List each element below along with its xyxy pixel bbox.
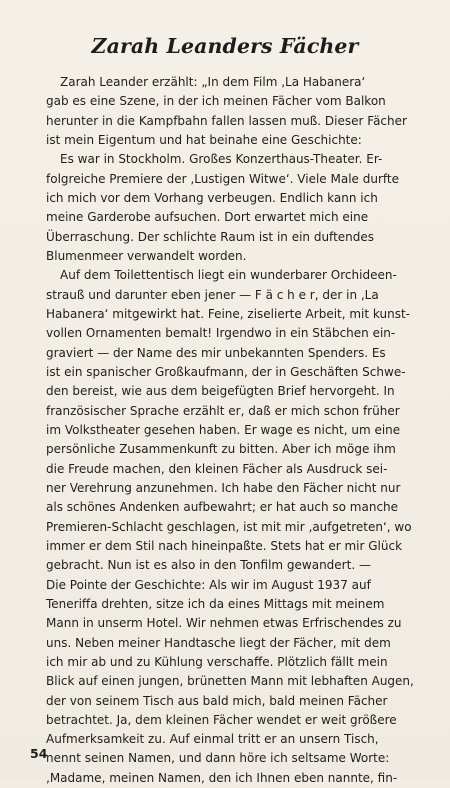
text-line: immer er dem Stil nach hineinpaßte. Stets hat er mir Glück: [46, 538, 403, 553]
text-line: Überraschung. Der schlichte Raum ist in ein duftendes: [46, 229, 375, 244]
text-line: Blumenmeer verwandelt worden.: [46, 248, 247, 263]
text-line: vollen Ornamenten bemalt! Irgendwo in ein Stäbchen ein-: [46, 326, 396, 341]
text-line: Die Pointe der Geschichte: Als wir im August 1937 auf: [46, 577, 371, 592]
text-line: gab es eine Szene, in der ich meinen Fächer vom Balkon: [46, 94, 386, 109]
text-line: ich mir ab und zu Kühlung verschaffe. Plötzlich fällt mein: [46, 654, 388, 669]
text-line: Habanera‘ mitgewirkt hat. Feine, ziselierte Arbeit, mit kunst-: [46, 306, 410, 321]
text-line: der von seinem Tisch aus bald mich, bald meinen Fächer: [46, 693, 388, 708]
text-line: strauß und darunter eben jener — F ä c h e r, der in ‚La: [46, 287, 379, 302]
text-line: die Freude machen, den kleinen Fächer als Ausdruck sei-: [46, 461, 388, 476]
text-line: herunter in die Kampfbahn fallen lassen muß. Dieser Fächer: [46, 113, 407, 128]
text-line: folgreiche Premiere der ‚Lustigen Witwe‘. Viele Male durfte: [46, 171, 399, 186]
text-line: nennt seinen Namen, und dann höre ich seltsame Worte:: [46, 751, 390, 766]
text-line: ich mich vor dem Vorhang verbeugen. Endlich kann ich: [46, 190, 378, 205]
text-line: Aufmerksamkeit zu. Auf einmal tritt er an unsern Tisch,: [46, 732, 379, 747]
text-line: den bereist, wie aus dem beigefügten Brief hervorgeht. In: [46, 384, 395, 399]
body-text: [46, 73, 418, 788]
text-line: gebracht. Nun ist es also in den Tonfilm gewandert. —: [46, 558, 371, 573]
page-number: 54: [30, 746, 48, 761]
text-line: Auf dem Toilettentisch liegt ein wunderbarer Orchideen-: [60, 268, 397, 283]
text-line: ist mein Eigentum und hat beinahe eine Geschichte:: [46, 132, 362, 147]
text-line: graviert — der Name des mir unbekannten Spenders. Es: [46, 345, 386, 360]
text-line: französischer Sprache erzählt er, daß er mich schon früher: [46, 403, 400, 418]
text-line: ‚Madame, meinen Namen, den ich Ihnen eben nannte, fin-: [46, 770, 398, 785]
text-line: Teneriffa drehten, sitze ich da eines Mittags mit meinem: [46, 596, 385, 611]
text-line: Blick auf einen jungen, brünetten Mann mit lebhaften Augen,: [46, 674, 414, 689]
text-line: betrachtet. Ja, dem kleinen Fächer wendet er weit größere: [46, 712, 397, 727]
text-line: im Volkstheater gesehen haben. Er wage es nicht, um eine: [46, 422, 401, 437]
chapter-title: Zarah Leanders Fächer: [91, 34, 359, 58]
text-line: uns. Neben meiner Handtasche liegt der Fächer, mit dem: [46, 635, 391, 650]
text-line: meine Garderobe aufsuchen. Dort erwartet mich eine: [46, 210, 369, 225]
text-line: Mann in unserm Hotel. Wir nehmen etwas Erfrischendes zu: [46, 616, 402, 631]
text-line: Es war in Stockholm. Großes Konzerthaus-Theater. Er-: [60, 152, 383, 167]
text-line: ist ein spanischer Großkaufmann, der in Geschäften Schwe-: [46, 364, 406, 379]
text-line: persönliche Zusammenkunft zu bitten. Aber ich möge ihm: [46, 442, 396, 457]
text-line: Premieren-Schlacht geschlagen, ist mit mir ‚aufgetreten‘, wo: [46, 519, 412, 534]
text-line: ner Verehrung anzunehmen. Ich habe den Fächer nicht nur: [46, 480, 401, 495]
text-line: als schönes Andenken aufbewahrt; er hat auch so manche: [46, 500, 399, 515]
text-line: Zarah Leander erzählt: „In dem Film ‚La Habanera‘: [60, 75, 366, 89]
